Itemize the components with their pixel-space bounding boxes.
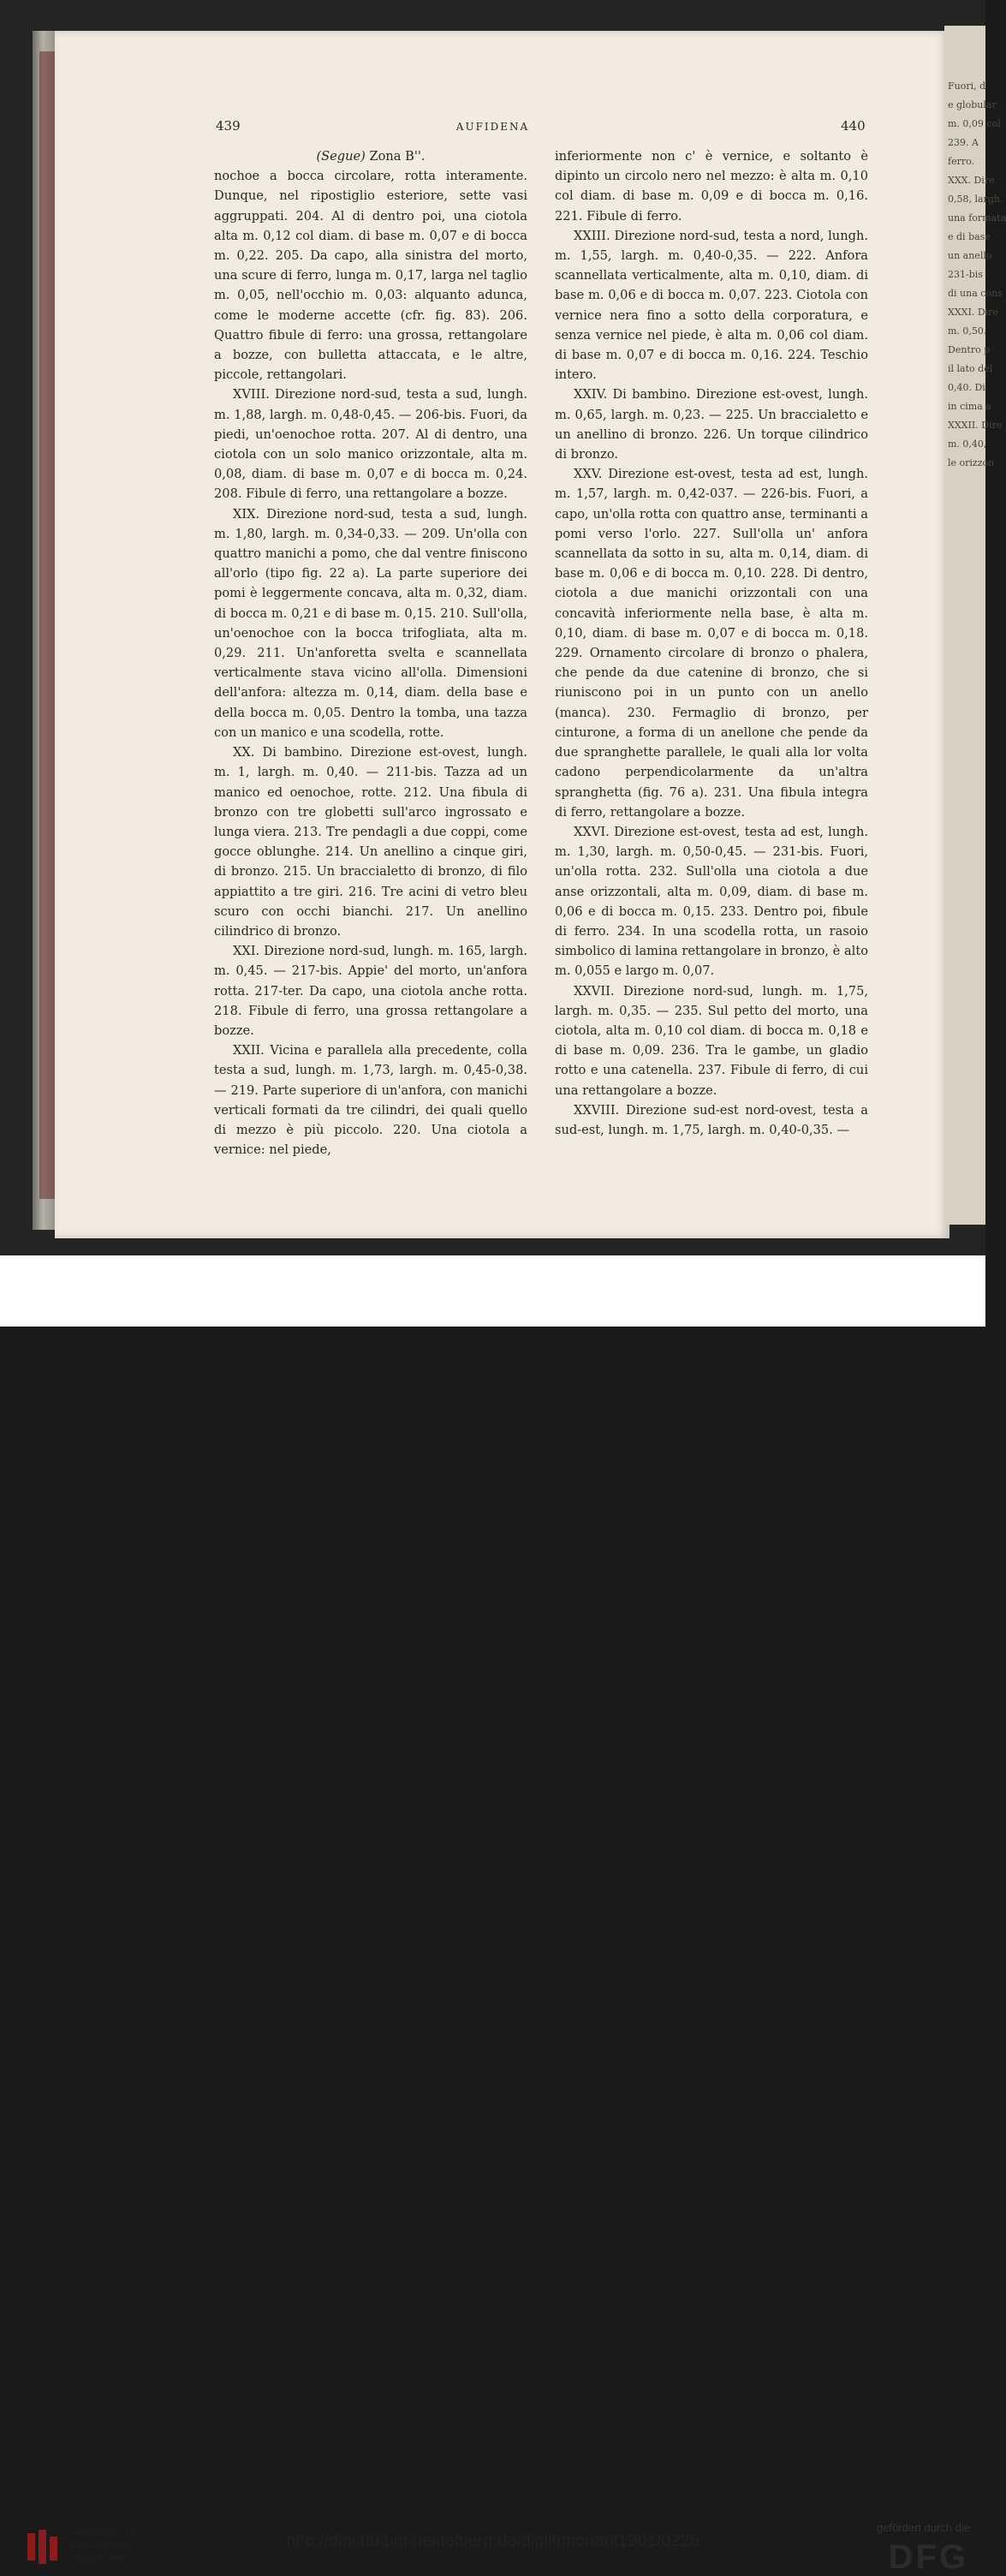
paragraph: XXV. Direzione est-ovest, testa ad est, lungh. m. 1,57, largh. m. 0,42-037. — 226-bis. Fuori, a capo, un'olla rotta con quattro anse, terminanti a pomi verso l'orlo. 227. Sull'olla un' anfora scannellata da sotto in su, alta m. 0,14, diam. di base m. 0,06 e di bocca m. 0,10. 228. Di dentro, ciotola a due manichi orizzontali con una concavità inferiormente nella base, è alta m. 0,10, diam. di base m. 0,07 e di bocca m. 0,18. 229. Ornamento circolare di bronzo o phalera, che pende da due catenine di bronzo, che si riuniscono poi in un punto con un anello (manca). 230. Fermaglio di bronzo, per cinturone, a forma di un anellone che pende da due spranghette parallele, le quali alla lor volta cadono perpendicolarmente da un'altra spranghetta (fig. 76 a). 231. Una fibula integra di ferro, rettangolare a bozze. — [555, 467, 868, 820]
edge-text-line: 239. A — [948, 137, 979, 148]
permalink-url[interactable]: http://digi.ub.uni-heidelberg.de/diglit/monant1901/0226 — [286, 2531, 699, 2550]
edge-text-line: XXXI. Dire — [948, 307, 998, 318]
edge-text-line: 231-bis — [948, 269, 983, 280]
edge-text-line: XXXII. Dire — [948, 420, 1003, 431]
edge-text-line: Dentro p — [948, 344, 991, 355]
running-head: AUFIDENA — [455, 121, 530, 133]
segue-label: (Segue) — [316, 149, 366, 164]
edge-text-line: in cima a — [948, 401, 991, 412]
paragraph: XXIII. Direzione nord-sud, testa a nord, lungh. m. 1,55, largh. m. 0,40-0,35. — 222. Anfora scannellata verticalmente, alta m. 0,10, diam. di base m. 0,06 e di bocca m. 0,07. 223. Ciotola con vernice nera fino a sotto della corporatura, e senza vernice nel piede, è alta m. 0,06 col diam. di base m. 0,07 e di bocca m. 0,16. 224. Teschio intero. — [555, 228, 868, 383]
paragraph: XXVIII. Direzione sud-est nord-ovest, testa a sud-est, lungh. m. 1,75, largh. m. 0,40-0,35. — — [555, 1102, 868, 1137]
text-column-left — [214, 146, 527, 1160]
paragraph: XXII. Vicina e parallela alla precedente, colla testa a sud, lungh. m. 1,73, largh. m. 0,45-0,38. — 219. Parte superiore di un'anfora, con manichi verticali formati da tre cilindri, dei quali quello di mezzo è più piccolo. 220. Una ciotola a vernice: nel piede, — [214, 1043, 527, 1158]
edge-text-line: le orizzon — [948, 457, 995, 468]
paragraph: XXVII. Direzione nord-sud, lungh. m. 1,75, largh. m. 0,35. — 235. Sul petto del morto, una ciotola, alta m. 0,10 col diam. di bocca m. 0,18 e di base m. 0,09. 236. Tra le gambe, un gladio rotto e una catenella. 237. Fibule di ferro, di cui una rettangolare a bozze. — [555, 983, 868, 1098]
edge-text-line: Fuori, d — [948, 80, 986, 92]
paragraph: XX. Di bambino. Direzione est-ovest, lungh. m. 1, largh. m. 0,40. — 211-bis. Tazza ad un manico ed oenochoe, rotte. 212. Una fibula di bronzo con tre globetti sull'arco ingrossato e lunga viera. 213. Tre pendagli a due coppi, come gocce oblunghe. 214. Un anellino a cinque giri, di bronzo. 215. Un braccialetto di bronzo, di filo appiattito a tre giri. 216. Tre acini di vetro bleu scuro con occhi bianchi. 217. Un anellino cilindrico di bronzo. — [214, 745, 527, 939]
scan-area — [0, 0, 1006, 1255]
zone-label: Zona B''. — [365, 149, 426, 164]
paragraph: XXVI. Direzione est-ovest, testa ad est, lungh. m. 1,30, largh. m. 0,50-0,45. — 231-bis. Fuori, un'olla rotta. 232. Sull'olla una ciotola a due anse orizzontali, alta m. 0,09, diam. di base m. 0,06 e di bocca m. 0,15. 233. Dentro poi, fibule di ferro. 234. In una scodella rotta, un rasoio simbolico di lamina rettangolare in bronzo, è alto m. 0,055 e largo m. 0,07. — [555, 824, 868, 979]
paragraph: nochoe a bocca circolare, rotta interamente. Dunque, nel ripostiglio esteriore, sette vasi aggruppati. 204. Al di dentro poi, una ciotola alta m. 0,12 col diam. di base m. 0,07 e di bocca m. 0,22. 205. Da capo, alla sinistra del morto, una scure di ferro, lunga m. 0,17, larga nel taglio m. 0,05, nell'occhio m. 0,03: alquanto adunca, come le moderne accette (cfr. fig. 83). 206. Quattro fibule di ferro: una grossa, rettangolare a bozze, con bulletta attaccata, e le altre, piccole, rettangolari. — [214, 169, 527, 383]
edge-text-line: un anello — [948, 250, 992, 261]
edge-text-line: il lato del — [948, 363, 993, 374]
facing-page-edge — [944, 26, 1006, 1225]
book-spine-cloth — [39, 51, 57, 1199]
library-name-line: BIBLIOTHEK — [70, 2541, 131, 2551]
edge-text-line: 0,40. Di — [948, 382, 985, 393]
page-number-left: 439 — [216, 118, 241, 134]
paragraph: XXIV. Di bambino. Direzione est-ovest, lungh. m. 0,65, largh. m. 0,23. — 225. Un braccialetto e un anellino di bronzo. 226. Un torque cilindrico di bronzo. — [555, 387, 868, 462]
edge-text-line: ferro. — [948, 156, 975, 167]
paragraph: XXI. Direzione nord-sud, lungh. m. 165, largh. m. 0,45. — 217-bis. Appie' del morto, un'anfora rotta. 217-ter. Da capo, una ciotola anche rotta. 218. Fibule di ferro, una grossa rettangolare a bozze. — [214, 944, 527, 1038]
library-name-line: UNIVERSITÄTS- — [70, 2530, 146, 2540]
edge-text-line: m. 0,09 col — [948, 118, 1001, 129]
paragraph: XIX. Direzione nord-sud, testa a sud, lungh. m. 1,80, largh. m. 0,34-0,33. — 209. Un'olla con quattro manichi a pomo, che dal ventre finiscono all'orlo (tipo fig. 22 a). La parte superiore dei pomi è leggermente concava, alta m. 0,32, diam. di bocca m. 0,21 e di base m. 0,15. 210. Sull'olla, un'oenochoe con la bocca trifogliata, alta m. 0,29. 211. Un'anforetta svelta e scannellata verticalmente stava vicino all'olla. Dimensioni dell'anfora: altezza m. 0,14, diam. della base e della bocca m. 0,05. Dentro la tomba, una tazza con un manico e una scodella, rotte. — [214, 506, 527, 740]
edge-text-line: di una cons — [948, 288, 1003, 299]
edge-text-line: e di base — [948, 231, 991, 242]
library-name-line: HEIDELBERG — [70, 2552, 135, 2562]
edge-text-line: m. 0,50. — [948, 325, 987, 337]
edge-text-line: 0,58, largh. — [948, 194, 1003, 205]
edge-text-line: una formata — [948, 212, 1006, 224]
edge-text-line: XXX. Dire — [948, 175, 995, 186]
section-heading — [214, 146, 527, 166]
paragraph: inferiormente non c' è vernice, e soltanto è dipinto un circolo nero nel mezzo: è alta m. 0,10 col diam. di base m. 0,09 e di bocca m. 0,16. 221. Fibule di ferro. — [555, 149, 868, 224]
footer-bar — [0, 1255, 985, 2576]
dfg-logo: DFG — [888, 2538, 968, 2576]
edge-text-line: m. 0,40, — [948, 438, 987, 450]
text-column-right — [555, 146, 868, 1140]
edge-text-line: e globular — [948, 99, 997, 110]
paragraph: XVIII. Direzione nord-sud, testa a sud, lungh. m. 1,88, largh. m. 0,48-0,45. — 206-bis. Fuori, da piedi, un'oenochoe rotta. 207. Al di dentro, una ciotola con un solo manico orizzontale, alta m. 0,08, diam. di base m. 0,07 e di bocca m. 0,24. 208. Fibule di ferro, una rettangolare a bozze. — [214, 387, 527, 502]
edge-text-strip — [948, 77, 1006, 473]
funder-note: gefördert durch die — [876, 2521, 970, 2534]
page-number-right: 440 — [841, 118, 866, 134]
